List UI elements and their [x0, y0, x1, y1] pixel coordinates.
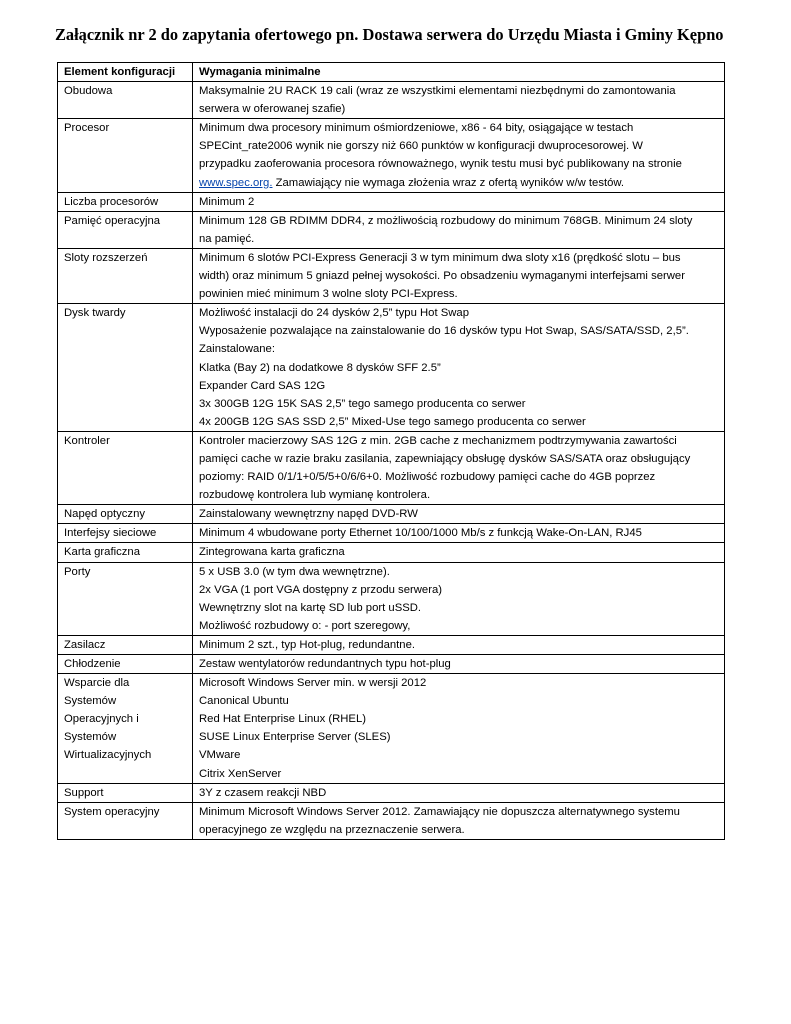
element-cell	[58, 431, 193, 504]
requirement-line: Zainstalowany wewnętrzny napęd DVD-RW	[199, 508, 418, 521]
requirement-line: powinien mieć minimum 3 wolne sloty PCI-Express.	[199, 288, 458, 301]
requirements-table	[57, 62, 725, 840]
table-row	[58, 562, 725, 635]
table-row	[58, 635, 725, 654]
element-label: Pamięć operacyjna	[64, 214, 161, 227]
table-row	[58, 524, 725, 543]
page-title: Załącznik nr 2 do zapytania ofertowego pn. Dostawa serwera do Urzędu Miasta i Gminy Kępno	[55, 25, 724, 44]
table-row	[58, 783, 725, 802]
table-row	[58, 505, 725, 524]
requirement-line: SUSE Linux Enterprise Server (SLES)	[199, 731, 391, 744]
requirement-cell	[193, 119, 725, 192]
element-cell	[58, 304, 193, 432]
element-line: Wirtualizacyjnych	[64, 749, 152, 762]
requirement-line: na pamięć.	[199, 232, 255, 245]
element-cell	[58, 802, 193, 839]
requirement-line: 2x VGA (1 port VGA dostępny z przodu serwera)	[199, 583, 442, 596]
requirement-line: 4x 200GB 12G SAS SSD 2,5” Mixed-Use tego samego producenta co serwer	[199, 415, 586, 428]
table-row	[58, 192, 725, 211]
element-cell	[58, 562, 193, 635]
table-header-row	[58, 63, 725, 82]
requirement-line: SPECint_rate2006 wynik nie gorszy niż 660 punktów w konfiguracji dwuprocesorowej. W	[199, 140, 643, 153]
element-label: Support	[64, 786, 104, 799]
table-row	[58, 655, 725, 674]
requirement-cell	[193, 192, 725, 211]
requirement-line: Minimum 6 slotów PCI-Express Generacji 3 w tym minimum dwa sloty x16 (prędkość slotu – bus	[199, 251, 681, 264]
requirement-cell	[193, 248, 725, 303]
requirement-line: Zainstalowane:	[199, 343, 275, 356]
requirement-line: Microsoft Windows Server min. w wersji 2012	[199, 677, 427, 690]
element-cell	[58, 211, 193, 248]
requirement-cell	[193, 543, 725, 562]
element-label: Kontroler	[64, 434, 110, 447]
requirement-line: poziomy: RAID 0/1/1+0/5/5+0/6/6+0. Możliwość rozbudowy pamięci cache do 4GB poprzez	[199, 471, 656, 484]
requirement-line: Minimum 128 GB RDIMM DDR4, z możliwością rozbudowy do minimum 768GB. Minimum 24 sloty	[199, 214, 693, 227]
requirement-line: Red Hat Enterprise Linux (RHEL)	[199, 713, 367, 726]
element-label: System operacyjny	[64, 805, 160, 818]
element-line: Systemów	[64, 695, 117, 708]
table-body	[58, 82, 725, 840]
requirement-line: 3x 300GB 12G 15K SAS 2,5” tego samego producenta co serwer	[199, 397, 526, 410]
element-cell	[58, 119, 193, 192]
element-cell	[58, 655, 193, 674]
element-label: Chłodzenie	[64, 658, 121, 670]
requirement-line: pamięci cache w razie braku zasilania, zapewniający obsługę dysków SAS/SATA oraz obsługujący	[199, 452, 691, 465]
requirement-line: Kontroler macierzowy SAS 12G z min. 2GB cache z mechanizmem podtrzymywania zawartości	[199, 434, 677, 447]
requirement-cell	[193, 674, 725, 784]
requirement-line: Zestaw wentylatorów redundantnych typu hot-plug	[199, 658, 451, 670]
requirement-line: Możliwość instalacji do 24 dysków 2,5” typu Hot Swap	[199, 307, 469, 320]
requirement-cell	[193, 655, 725, 674]
requirement-line: serwera w oferowanej szafie)	[199, 103, 346, 116]
requirement-cell	[193, 211, 725, 248]
requirement-line: Wewnętrzny slot na kartę SD lub port uSSD.	[199, 601, 422, 614]
requirement-line: przypadku zaoferowania procesora równoważnego, wynik testu musi być publikowany na stronie	[199, 158, 682, 171]
requirement-line: Minimum 2 szt., typ Hot-plug, redundantne.	[199, 638, 415, 651]
requirement-cell	[193, 783, 725, 802]
requirement-cell	[193, 82, 725, 119]
requirement-line: VMware	[199, 749, 241, 762]
element-label: Liczba procesorów	[64, 195, 159, 208]
element-label: Dysk twardy	[64, 307, 126, 320]
requirement-line: operacyjnego ze względu na przeznaczenie serwera.	[199, 823, 465, 836]
table-row	[58, 802, 725, 839]
element-label: Obudowa	[64, 85, 113, 98]
element-label: Porty	[64, 565, 91, 578]
element-label: Karta graficzna	[64, 546, 140, 559]
requirement-cell	[193, 431, 725, 504]
table-row	[58, 248, 725, 303]
element-cell	[58, 524, 193, 543]
requirement-line	[199, 174, 720, 192]
requirement-line: Klatka (Bay 2) na dodatkowe 8 dysków SFF 2.5”	[199, 361, 441, 374]
table-row	[58, 431, 725, 504]
element-cell	[58, 505, 193, 524]
element-cell	[58, 635, 193, 654]
element-line: Wsparcie dla	[64, 677, 130, 690]
element-cell	[58, 248, 193, 303]
requirement-line: Maksymalnie 2U RACK 19 cali (wraz ze wszystkimi elementami niezbędnymi do zamontowania	[199, 85, 676, 98]
requirement-line: rozbudowę kontrolera lub wymianę kontrolera.	[199, 489, 431, 502]
requirement-line: Zintegrowana karta graficzna	[199, 546, 345, 559]
element-label: Procesor	[64, 122, 110, 135]
spec-link[interactable]: www.spec.org.	[199, 176, 273, 189]
requirement-line: Minimum Microsoft Windows Server 2012. Zamawiający nie dopuszcza alternatywnego systemu	[199, 805, 680, 818]
table-row	[58, 211, 725, 248]
element-cell	[58, 543, 193, 562]
element-cell	[58, 674, 193, 784]
element-line: Systemów	[64, 731, 117, 744]
element-cell	[58, 82, 193, 119]
element-cell	[58, 192, 193, 211]
header-element: Element konfiguracji	[58, 63, 193, 82]
element-label: Zasilacz	[64, 638, 106, 651]
requirement-line: width) oraz minimum 5 gniazd pełnej wysokości. Po obsadzeniu wymaganymi interfejsami serwer	[199, 270, 685, 283]
requirement-line: Minimum dwa procesory minimum ośmiordzeniowe, x86 - 64 bity, osiągające w testach	[199, 122, 634, 135]
requirement-line: 3Y z czasem reakcji NBD	[199, 786, 327, 799]
requirement-cell	[193, 562, 725, 635]
requirement-line: Minimum 2	[199, 195, 255, 208]
requirement-cell	[193, 524, 725, 543]
requirement-cell	[193, 802, 725, 839]
table-row	[58, 119, 725, 192]
requirement-line: Minimum 4 wbudowane porty Ethernet 10/100/1000 Mb/s z funkcją Wake-On-LAN, RJ45	[199, 527, 642, 540]
link-trailing-text: Zamawiający nie wymaga złożenia wraz z ofertą wyników w/w testów.	[272, 176, 625, 189]
requirement-line: 5 x USB 3.0 (w tym dwa wewnętrzne).	[199, 565, 390, 578]
element-cell	[58, 783, 193, 802]
requirement-line: Canonical Ubuntu	[199, 695, 289, 708]
requirement-line: Możliwość rozbudowy o: - port szeregowy,	[199, 619, 411, 632]
element-label: Sloty rozszerzeń	[64, 251, 148, 264]
requirement-line: Expander Card SAS 12G	[199, 379, 326, 392]
element-line: Operacyjnych i	[64, 713, 139, 726]
table-row	[58, 304, 725, 432]
table-row	[58, 543, 725, 562]
element-label: Napęd optyczny	[64, 508, 146, 521]
element-label: Interfejsy sieciowe	[64, 527, 157, 540]
table-row	[58, 82, 725, 119]
table-row	[58, 674, 725, 784]
requirement-cell	[193, 304, 725, 432]
header-requirements: Wymagania minimalne	[193, 63, 725, 82]
requirement-line: Citrix XenServer	[199, 767, 282, 780]
requirement-cell	[193, 635, 725, 654]
requirement-cell	[193, 505, 725, 524]
requirement-line: Wyposażenie pozwalające na zainstalowanie do 16 dysków typu Hot Swap, SAS/SATA/SSD, 2,5”.	[199, 325, 689, 338]
